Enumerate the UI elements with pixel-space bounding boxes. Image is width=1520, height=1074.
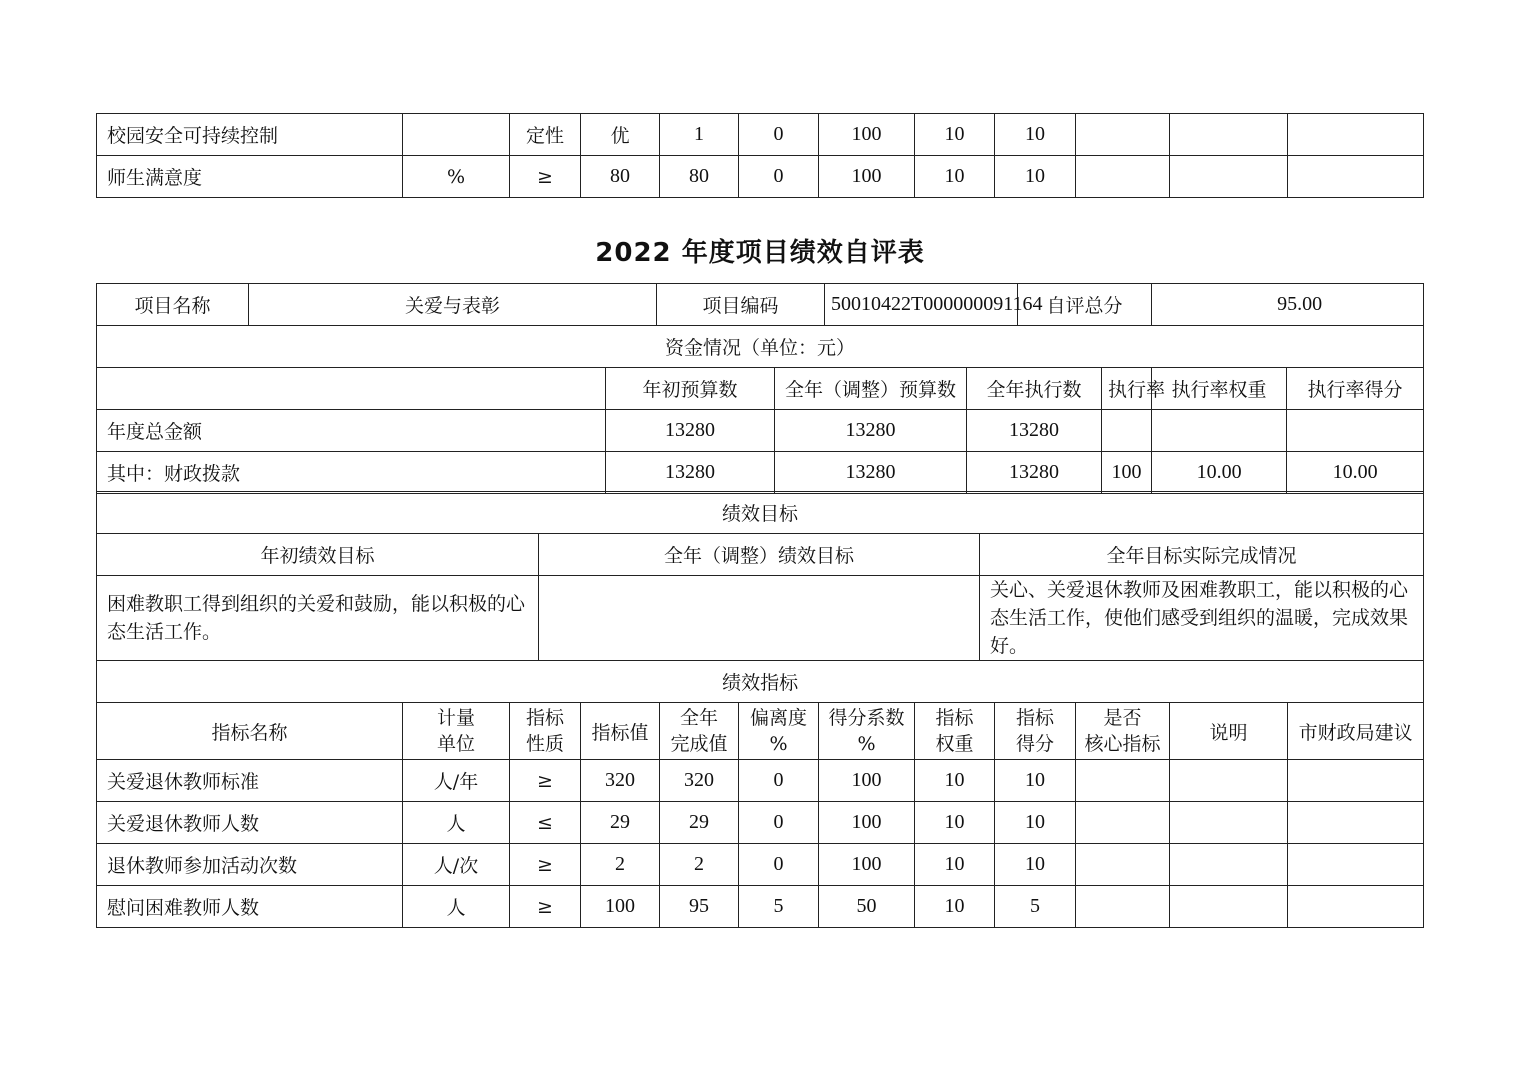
funds-initial: 13280 [606,452,775,494]
indicator-weight: 10 [915,156,995,198]
indicator-advice [1288,114,1424,156]
project-code-label: 项目编码 [657,284,825,326]
indicator-unit: 人/次 [403,844,510,886]
indicator-name: 退休教师参加活动次数 [97,844,403,886]
indicator-note [1170,156,1288,198]
indicator-target: 320 [581,760,660,802]
indicator-actual: 320 [660,760,739,802]
header-core: 是否 核心指标 [1076,703,1170,760]
indicator-target: 100 [581,886,660,928]
indicator-core [1076,156,1170,198]
indicator-coef: 100 [819,760,915,802]
indicator-nature: ≥ [510,886,581,928]
indicator-name: 校园安全可持续控制 [97,114,403,156]
indicator-unit [403,114,510,156]
header-nature: 指标 性质 [510,703,581,760]
header-advice: 市财政局建议 [1288,703,1424,760]
goals-header-row [97,534,1424,576]
funds-row-label: 年度总金额 [97,410,606,452]
indicator-target: 29 [581,802,660,844]
funds-header-initial: 年初预算数 [606,368,775,410]
indicator-deviation: 0 [739,156,819,198]
funds-executed: 13280 [967,452,1102,494]
header-target: 指标值 [581,703,660,760]
indicator-advice [1288,886,1424,928]
indicator-actual: 95 [660,886,739,928]
indicator-core [1076,886,1170,928]
indicator-score: 5 [995,886,1076,928]
indicator-deviation: 0 [739,802,819,844]
funds-score: 10.00 [1287,452,1424,494]
indicator-note [1170,844,1288,886]
table-row [97,156,1424,198]
indicator-advice [1288,844,1424,886]
indicator-weight: 10 [915,844,995,886]
project-info-row [97,284,1424,326]
indicator-note [1170,114,1288,156]
self-score-label: 自评总分 [1018,284,1152,326]
indicator-deviation: 0 [739,760,819,802]
funds-header-blank [97,368,606,410]
indicator-coef: 100 [819,802,915,844]
indicator-advice [1288,802,1424,844]
goals-section-title: 绩效目标 [97,492,1424,534]
funds-adjusted: 13280 [775,410,967,452]
indicator-score: 10 [995,760,1076,802]
project-name: 关爱与表彰 [249,284,657,326]
table-row [97,114,1424,156]
header-score: 指标 得分 [995,703,1076,760]
funds-section-title: 资金情况（单位：元） [97,326,1424,368]
indicator-actual: 29 [660,802,739,844]
funds-rate: 100 [1102,452,1152,494]
indicator-actual: 2 [660,844,739,886]
indicator-weight: 10 [915,802,995,844]
indicator-nature: ≤ [510,802,581,844]
funds-adjusted: 13280 [775,452,967,494]
indicator-note [1170,886,1288,928]
indicator-target: 优 [581,114,660,156]
table-row [97,886,1424,928]
funds-header-adjusted: 全年（调整）预算数 [775,368,967,410]
funds-row-label: 其中：财政拨款 [97,452,606,494]
indicator-name: 关爱退休教师标准 [97,760,403,802]
indicator-score: 10 [995,156,1076,198]
indicator-coef: 50 [819,886,915,928]
indicator-advice [1288,156,1424,198]
funds-weight: 10.00 [1152,452,1287,494]
indicators-section-title: 绩效指标 [97,661,1424,703]
funds-weight [1152,410,1287,452]
indicator-coef: 100 [819,114,915,156]
header-indicator-name: 指标名称 [97,703,403,760]
goal-adjusted-text [539,576,980,661]
indicator-unit: 人/年 [403,760,510,802]
indicator-deviation: 0 [739,114,819,156]
funds-score [1287,410,1424,452]
indicator-advice [1288,760,1424,802]
table-row [97,802,1424,844]
funds-initial: 13280 [606,410,775,452]
indicator-unit: % [403,156,510,198]
indicator-target: 2 [581,844,660,886]
performance-goals-table [96,491,1424,661]
indicator-weight: 10 [915,886,995,928]
indicator-target: 80 [581,156,660,198]
project-code: 50010422T000000091164 [825,284,1018,326]
indicator-name: 师生满意度 [97,156,403,198]
funds-section-row [97,326,1424,368]
indicator-core [1076,802,1170,844]
indicator-note [1170,760,1288,802]
indicator-coef: 100 [819,844,915,886]
indicator-deviation: 0 [739,844,819,886]
self-score: 95.00 [1152,284,1424,326]
indicator-unit: 人 [403,886,510,928]
indicator-deviation: 5 [739,886,819,928]
funds-header-weight: 执行率权重 [1152,368,1287,410]
performance-indicators-table [96,660,1424,928]
goals-header-adjusted: 全年（调整）绩效目标 [539,534,980,576]
header-coef: 得分系数 % [819,703,915,760]
indicator-score: 10 [995,844,1076,886]
indicator-coef: 100 [819,156,915,198]
goals-section-row [97,492,1424,534]
funds-header-executed: 全年执行数 [967,368,1102,410]
header-actual: 全年 完成值 [660,703,739,760]
funds-executed: 13280 [967,410,1102,452]
project-funds-table [96,283,1424,494]
goals-header-initial: 年初绩效目标 [97,534,539,576]
header-weight: 指标 权重 [915,703,995,760]
previous-indicator-table [96,113,1424,198]
indicator-unit: 人 [403,802,510,844]
table-row [97,844,1424,886]
indicator-core [1076,760,1170,802]
page-title: 2022 年度项目绩效自评表 [595,238,925,268]
indicator-nature: ≥ [510,760,581,802]
indicator-actual: 1 [660,114,739,156]
indicator-name: 慰问困难教师人数 [97,886,403,928]
indicator-nature: ≥ [510,156,581,198]
indicator-weight: 10 [915,760,995,802]
funds-header-row [97,368,1424,410]
header-deviation: 偏离度 % [739,703,819,760]
indicator-nature: ≥ [510,844,581,886]
indicator-core [1076,844,1170,886]
table-row [97,410,1424,452]
indicators-section-row [97,661,1424,703]
indicators-header-row [97,703,1424,760]
goal-actual-text: 关心、关爱退休教师及困难教职工，能以积极的心态生活工作，使他们感受到组织的温暖，完成效果好。 [980,576,1424,661]
indicator-note [1170,802,1288,844]
funds-header-rate: 执行率 [1102,368,1152,410]
indicator-core [1076,114,1170,156]
table-row [97,760,1424,802]
funds-rate [1102,410,1152,452]
goals-header-actual: 全年目标实际完成情况 [980,534,1424,576]
header-note: 说明 [1170,703,1288,760]
indicator-weight: 10 [915,114,995,156]
funds-header-score: 执行率得分 [1287,368,1424,410]
indicator-nature: 定性 [510,114,581,156]
indicator-score: 10 [995,114,1076,156]
project-name-label: 项目名称 [97,284,249,326]
goals-content-row [97,576,1424,661]
header-unit: 计量 单位 [403,703,510,760]
goal-initial-text: 困难教职工得到组织的关爱和鼓励，能以积极的心态生活工作。 [97,576,539,661]
table-row [97,452,1424,494]
indicator-actual: 80 [660,156,739,198]
indicator-name: 关爱退休教师人数 [97,802,403,844]
indicator-score: 10 [995,802,1076,844]
